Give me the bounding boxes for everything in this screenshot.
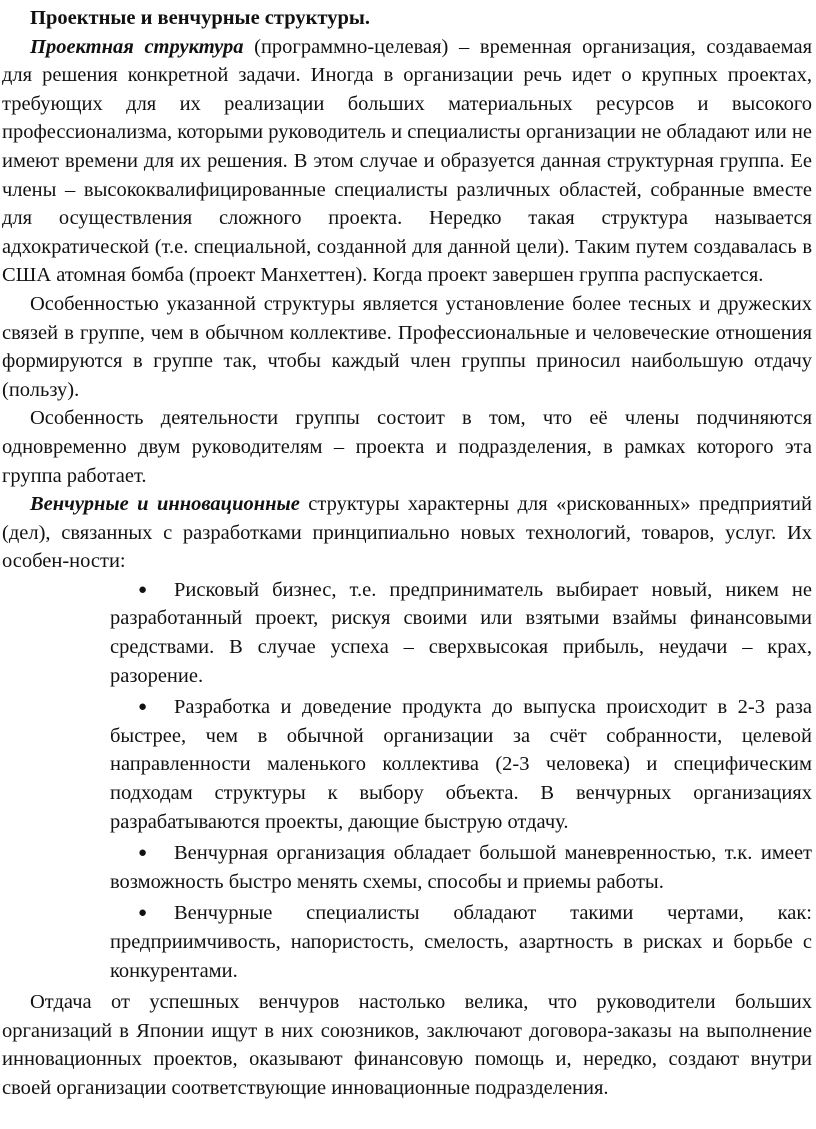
bullet-icon: ● bbox=[138, 845, 148, 862]
paragraph-text: (программно-целевая) – временная организация, создаваемая для решения конкретной задачи. Иногда в организации речь идет о крупных проектах, требующих для их реализации больших материальных ресурсов и высокого профессионализма, которыми руководитель и специалисты организации не обладают или не имеют времени для их решения. В этом случае и образуется данная структурная группа. Ее члены – высококвалифицированные специалисты различных областей, собранные вместе для осуществления сложного проекта. Нередко такая структура называется адхократической (т.е. специальной, созданной для данной цели). Таким путем создавалась в США атомная бомба (проект Манхеттен). Когда проект завершен группа распускается. bbox=[2, 35, 812, 287]
list-item-text: Разработка и доведение продукта до выпуска происходит в 2-3 раза быстрее, чем в обычной организации за счёт собранности, целевой направленности маленького коллектива (2-3 человека) и специфическим подходам структуры к выбору объекта. В венчурных организациях разрабатываются проекты, дающие быструю отдачу. bbox=[110, 696, 812, 833]
venture-features-list bbox=[2, 576, 812, 985]
paragraph-venture-structures bbox=[2, 490, 812, 576]
list-item bbox=[110, 839, 812, 896]
paragraph-venture-returns: Отдача от успешных венчуров настолько велика, что руководители больших организаций в Японии ищут в них союзников, заключают договора-заказы на выполнение инновационных проектов, оказывают финансовую помощь и, нередко, создают внутри своей организации соответствующие инновационные подразделения. bbox=[2, 991, 812, 1099]
bullet-icon: ● bbox=[138, 581, 148, 598]
list-item bbox=[110, 899, 812, 985]
paragraph-dual-subordination: Особенность деятельности группы состоит в том, что её члены подчиняются одновременно двум руководителям – проекта и подразделения, в рамках которого эта группа работает. bbox=[2, 407, 812, 487]
section-heading: Проектные и венчурные структуры. bbox=[30, 7, 370, 29]
bullet-icon: ● bbox=[138, 699, 148, 716]
paragraph-text: структуры характерны для «рискованных» предприятий (дел), связанных с разработками принципиально новых технологий, товаров, услуг. Их особен-ности: bbox=[2, 493, 812, 573]
term-venture-structures: Венчурные и инновационные bbox=[30, 493, 300, 516]
list-item-text: Венчурные специалисты обладают такими чертами, как: предприимчивость, напористость, смелость, азартность в рисках и борьбе с конкурентами. bbox=[110, 902, 812, 982]
list-item-text: Рисковый бизнес, т.е. предприниматель выбирает новый, никем не разработанный проект, рискуя своими или взятыми взаймы финансовыми средствами. В случае успеха – сверхвысокая прибыль, неудачи – крах, разорение. bbox=[110, 578, 812, 687]
term-project-structure: Проектная структура bbox=[30, 35, 244, 58]
list-item bbox=[110, 693, 812, 836]
paragraph-group-relations: Особенностью указанной структуры является установление более тесных и дружеских связей в группе, чем в обычном коллективе. Профессиональные и человеческие отношения формируются в группе так, чтобы каждый член группы приносил наибольшую отдачу (пользу). bbox=[2, 292, 812, 401]
list-item-text: Венчурная организация обладает большой маневренностью, т.к. имеет возможность быстро менять схемы, способы и приемы работы. bbox=[110, 842, 812, 893]
bullet-icon: ● bbox=[138, 905, 148, 922]
paragraph-project-structure bbox=[2, 33, 812, 290]
list-item bbox=[110, 576, 812, 690]
